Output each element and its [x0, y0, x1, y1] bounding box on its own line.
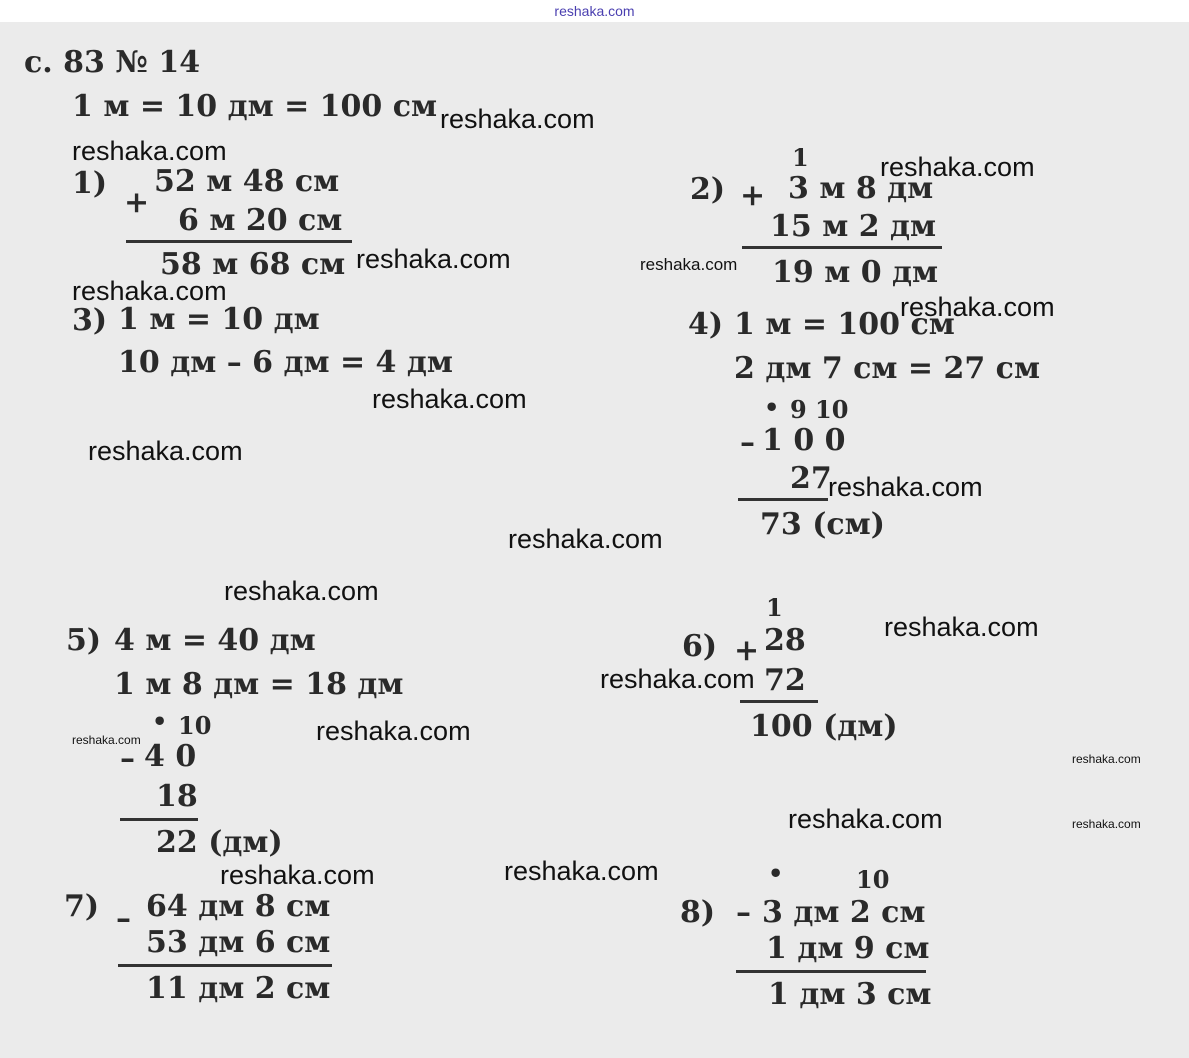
- problem-2-operator: +: [740, 178, 766, 213]
- problem-5-line-2: 1 м 8 дм = 18 дм: [114, 667, 404, 702]
- page-title: с. 83 № 14: [24, 45, 201, 80]
- watermark: reshaka.com: [72, 276, 227, 306]
- problem-7-number: 7): [64, 889, 100, 924]
- watermark: reshaka.com: [884, 612, 1039, 642]
- problem-6-term-b: 72: [764, 663, 806, 698]
- watermark: reshaka.com: [88, 436, 243, 466]
- problem-5-operator: –: [120, 741, 135, 776]
- problem-5-difference-line: [120, 818, 198, 821]
- problem-8-borrow-dot: •: [768, 859, 784, 888]
- problem-6-carry: 1: [766, 593, 783, 622]
- watermark: reshaka.com: [600, 664, 755, 694]
- problem-8-result: 1 дм 3 см: [768, 977, 932, 1012]
- watermark: reshaka.com: [504, 856, 659, 886]
- problem-8-difference-line: [736, 970, 926, 973]
- watermark: reshaka.com: [372, 384, 527, 414]
- problem-1-result: 58 м 68 см: [160, 247, 346, 282]
- problem-6-number: 6): [682, 629, 718, 664]
- watermark: reshaka.com: [316, 716, 471, 746]
- watermark: reshaka.com: [1072, 752, 1141, 766]
- problem-4-borrow-digits: 9 10: [790, 395, 849, 424]
- watermark: reshaka.com: [788, 804, 943, 834]
- problem-4-subtrahend: 27: [790, 461, 832, 496]
- problem-6-sum-line: [740, 700, 818, 703]
- watermark: reshaka.com: [356, 244, 511, 274]
- problem-8-minuend: 3 дм 2 см: [762, 895, 926, 930]
- watermark: reshaka.com: [220, 860, 375, 890]
- problem-5-subtrahend: 18: [156, 779, 198, 814]
- watermark: reshaka.com: [640, 255, 738, 274]
- problem-4-line-1: 1 м = 100 см: [734, 307, 955, 342]
- problem-7-result: 11 дм 2 см: [146, 971, 331, 1006]
- textbook-page: [0, 22, 1189, 1058]
- intro-equation: 1 м = 10 дм = 100 см: [72, 89, 438, 124]
- watermark: reshaka.com: [1072, 817, 1141, 831]
- watermark: reshaka.com: [72, 733, 141, 747]
- problem-6-term-a: 28: [764, 623, 806, 658]
- problem-4-number: 4): [688, 307, 724, 342]
- problem-2-term-b: 15 м 2 дм: [770, 209, 937, 244]
- problem-8-number: 8): [680, 895, 716, 930]
- header-watermark: reshaka.com: [554, 3, 635, 19]
- problem-5-minuend: 4 0: [144, 739, 197, 774]
- problem-4-difference-line: [738, 498, 828, 501]
- problem-5-number: 5): [66, 623, 102, 658]
- watermark: reshaka.com: [828, 472, 983, 502]
- problem-8-operator: –: [736, 895, 751, 930]
- problem-1-operator: +: [124, 185, 150, 220]
- problem-5-result: 22 (дм): [156, 825, 283, 860]
- problem-1-term-a: 52 м 48 см: [154, 164, 340, 199]
- problem-2-sum-line: [742, 246, 942, 249]
- problem-7-difference-line: [118, 964, 332, 967]
- problem-6-result: 100 (дм): [750, 709, 898, 744]
- problem-7-minuend: 64 дм 8 см: [146, 889, 331, 924]
- problem-6-operator: +: [734, 633, 760, 668]
- problem-7-subtrahend: 53 дм 6 см: [146, 925, 331, 960]
- problem-4-minuend: 1 0 0: [762, 423, 846, 458]
- problem-4-borrow-dot: •: [764, 393, 780, 422]
- problem-1-sum-line: [126, 240, 352, 243]
- problem-4-line-2: 2 дм 7 см = 27 см: [734, 351, 1041, 386]
- problem-3-line-2: 10 дм – 6 дм = 4 дм: [118, 345, 453, 380]
- problem-8-subtrahend: 1 дм 9 см: [766, 931, 930, 966]
- watermark: reshaka.com: [72, 136, 227, 166]
- problem-1-term-b: 6 м 20 см: [178, 203, 343, 238]
- problem-5-line-1: 4 м = 40 дм: [114, 623, 316, 658]
- problem-8-borrow-digits: 10: [856, 865, 890, 894]
- problem-2-result: 19 м 0 дм: [772, 255, 939, 290]
- problem-2-term-a: 3 м 8 дм: [788, 171, 934, 206]
- problem-4-operator: –: [740, 425, 755, 460]
- problem-5-borrow-dot: •: [152, 707, 168, 736]
- problem-7-operator: –: [116, 901, 131, 936]
- watermark: reshaka.com: [900, 292, 1055, 322]
- watermark: reshaka.com: [224, 576, 379, 606]
- problem-2-number: 2): [690, 172, 726, 207]
- problem-5-borrow-digits: 10: [178, 711, 212, 740]
- watermark: reshaka.com: [880, 152, 1035, 182]
- problem-1-number: 1): [72, 166, 108, 201]
- problem-3-number: 3): [72, 303, 108, 338]
- watermark: reshaka.com: [508, 524, 663, 554]
- problem-2-carry: 1: [792, 143, 809, 172]
- watermark: reshaka.com: [440, 104, 595, 134]
- problem-3-line-1: 1 м = 10 дм: [118, 302, 320, 337]
- problem-4-result: 73 (см): [760, 507, 885, 542]
